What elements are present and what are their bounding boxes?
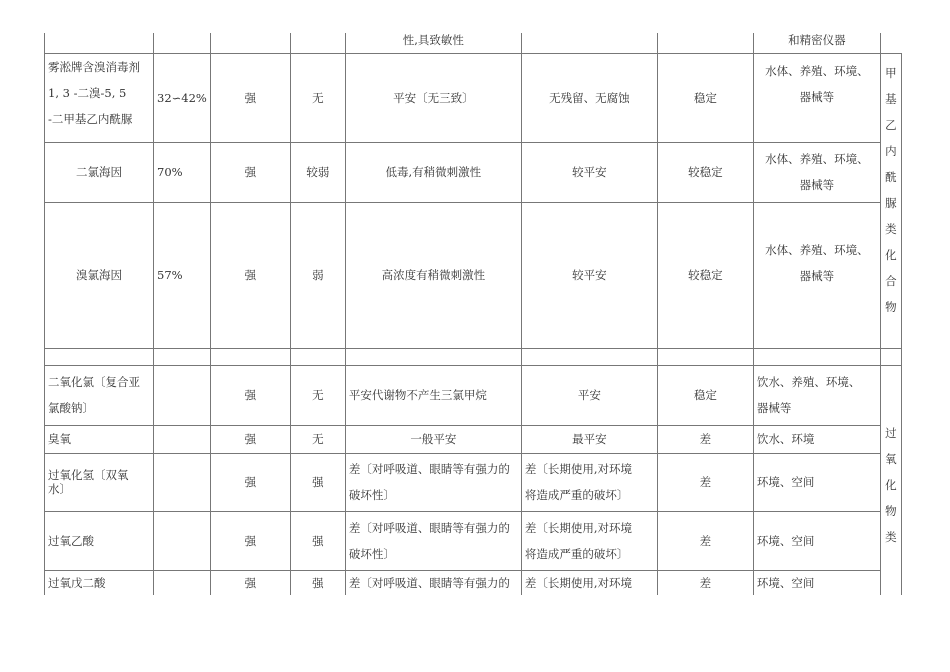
residue-cell: 较平安 [521,202,657,348]
safety-cell: 低毒,有稍微刺激性 [345,142,521,202]
odor-cell: 强 [290,453,345,511]
odor-cell: 弱 [290,202,345,348]
residue-cell: 差〔长期使用,对环境 将造成严重的破坏〕 [521,453,657,511]
concentration-cell: 57% [154,202,211,348]
safety-cell: 平安〔无三致〕 [345,53,521,142]
table-row [45,570,902,595]
safety-tail-cell: 性,具致敏性 [345,33,521,53]
efficacy-cell: 强 [210,202,290,348]
table-row [45,511,902,570]
safety-cell: 平安代谢物不产生三氯甲烷 [345,365,521,425]
usage-cell: 水体、养殖、环境、 器械等 [753,53,880,142]
stability-cell: 差 [657,425,753,453]
residue-cell: 较平安 [521,142,657,202]
category-methylhydantoin: 甲 基 乙 内 酰 脲 类 化 合 物 [880,53,901,348]
table-row [45,142,902,202]
stability-cell: 差 [657,453,753,511]
table-row [45,425,902,453]
safety-cell: 高浓度有稍微刺激性 [345,202,521,348]
odor-cell: 强 [290,511,345,570]
residue-cell: 最平安 [521,425,657,453]
efficacy-cell: 强 [210,365,290,425]
usage-cell: 饮水、养殖、环境、 器械等 [753,365,880,425]
usage-cell: 环境、空间 [753,511,880,570]
usage-cell: 饮水、环境 [753,425,880,453]
usage-cell: 水体、养殖、环境、 器械等 [753,202,880,348]
safety-cell: 差〔对呼吸道、眼睛等有强力的 破坏性〕 [345,511,521,570]
stability-cell: 差 [657,570,753,595]
name-cell: 过氧乙酸 [45,511,154,570]
residue-cell: 平安 [521,365,657,425]
safety-cell: 一般平安 [345,425,521,453]
name-cell: 过氧戊二酸 [45,570,154,595]
table-row [45,202,902,348]
concentration-cell [154,570,211,595]
residue-cell: 差〔长期使用,对环境 将造成严重的破坏〕 [521,511,657,570]
efficacy-cell: 强 [210,142,290,202]
stability-cell: 稳定 [657,365,753,425]
efficacy-cell: 强 [210,53,290,142]
concentration-cell [154,425,211,453]
name-cell: 溴氯海因 [45,202,154,348]
efficacy-cell: 强 [210,570,290,595]
table-row [45,53,902,142]
concentration-cell [154,511,211,570]
efficacy-cell: 强 [210,511,290,570]
efficacy-cell: 强 [210,425,290,453]
concentration-cell: 32∽42% [154,53,211,142]
concentration-cell [154,365,211,425]
table-row [45,365,902,425]
concentration-cell: 70% [154,142,211,202]
safety-cell: 差〔对呼吸道、眼睛等有强力的 破坏性〕 [345,453,521,511]
header-continuation-row [45,33,902,53]
name-cell: 二氧化氯〔复合亚 氯酸钠〕 [45,365,154,425]
odor-cell: 较弱 [290,142,345,202]
odor-cell: 无 [290,425,345,453]
safety-cell: 差〔对呼吸道、眼睛等有强力的 [345,570,521,595]
odor-cell: 强 [290,570,345,595]
disinfectant-comparison-table [44,33,902,595]
usage-tail-cell: 和精密仪器 [753,33,880,53]
name-cell: 二氯海因 [45,142,154,202]
stability-cell: 较稳定 [657,142,753,202]
stability-cell: 差 [657,511,753,570]
residue-cell: 无残留、无腐蚀 [521,53,657,142]
stability-cell: 较稳定 [657,202,753,348]
stability-cell: 稳定 [657,53,753,142]
odor-cell: 无 [290,53,345,142]
category-peroxides: 过 氧 化 物 类 [880,365,901,595]
separator-row [45,348,902,365]
table-row [45,453,902,511]
name-cell: 雾淞牌含溴消毒剂 1, 3 -二溴-5, 5 -二甲基乙内酰脲 [45,53,154,142]
efficacy-cell: 强 [210,453,290,511]
usage-cell: 环境、空间 [753,570,880,595]
usage-cell: 水体、养殖、环境、 器械等 [753,142,880,202]
usage-cell: 环境、空间 [753,453,880,511]
concentration-cell [154,453,211,511]
name-cell: 过氧化氢〔双氧 水〕 [45,453,154,511]
residue-cell: 差〔长期使用,对环境 [521,570,657,595]
odor-cell: 无 [290,365,345,425]
name-cell: 臭氧 [45,425,154,453]
